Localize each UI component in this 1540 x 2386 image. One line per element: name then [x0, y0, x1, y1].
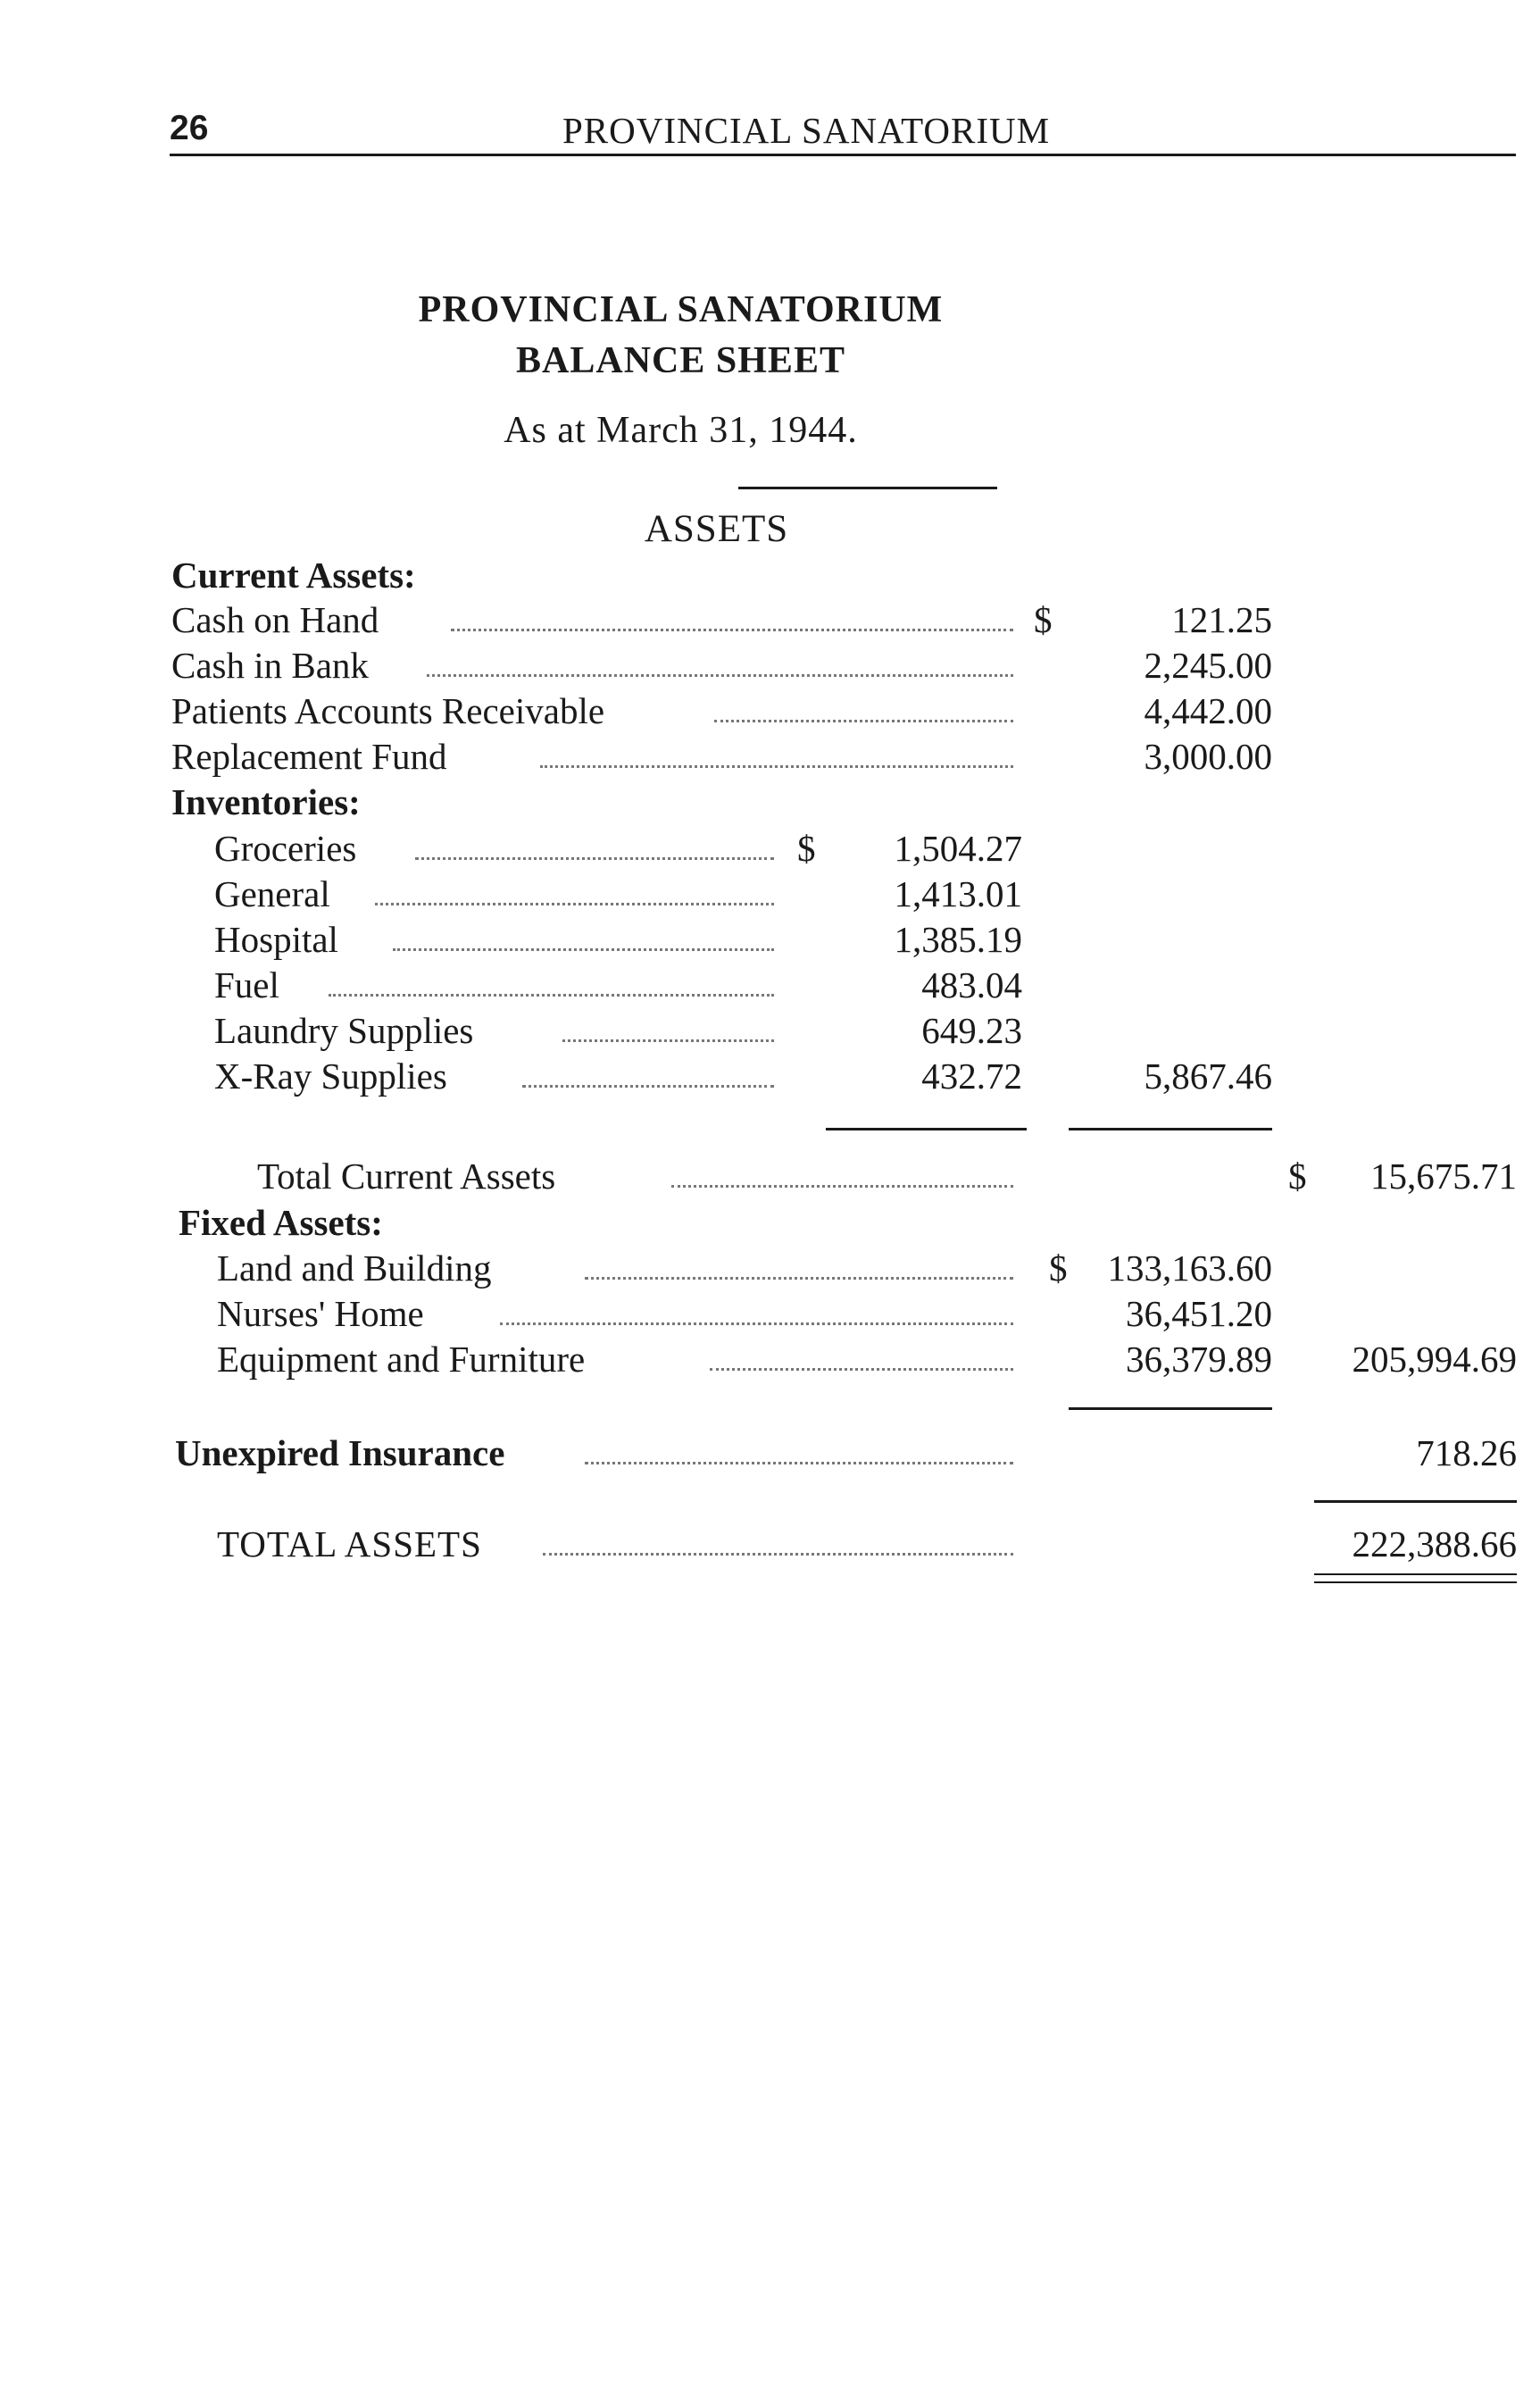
dot-leader: [427, 674, 1013, 677]
fixed-asset-amount: 36,451.20: [1126, 1293, 1272, 1334]
running-title: PROVINCIAL SANATORIUM: [562, 110, 1051, 151]
dot-leader: [329, 994, 774, 997]
inventory-label: Fuel: [214, 964, 279, 1005]
dot-leader: [415, 857, 774, 860]
line-item-row: [0, 689, 1540, 736]
fixed-assets-heading-row: [0, 1201, 1540, 1247]
dot-leader: [375, 903, 774, 905]
total-assets-label: TOTAL ASSETS: [217, 1523, 482, 1564]
currency-symbol: $: [1049, 1247, 1068, 1289]
dot-leader: [585, 1462, 1013, 1464]
dot-leader: [585, 1277, 1013, 1280]
line-item-amount: 4,442.00: [1144, 690, 1272, 731]
inventory-label: Laundry Supplies: [214, 1010, 474, 1051]
fixed-asset-label: Land and Building: [217, 1247, 492, 1289]
inventory-label: Groceries: [214, 828, 357, 869]
inventories-heading: Inventories:: [171, 781, 361, 822]
unexpired-insurance-row: [0, 1431, 1540, 1478]
document-date: As at March 31, 1944.: [504, 410, 858, 451]
line-item-row: [0, 735, 1540, 781]
line-item-label: Cash in Bank: [171, 645, 369, 686]
dot-leader: [500, 1322, 1013, 1325]
currency-symbol: $: [1288, 1155, 1307, 1197]
unexpired-insurance-amount: 718.26: [1416, 1432, 1517, 1473]
line-item-row: [0, 644, 1540, 690]
section-heading-assets: ASSETS: [644, 508, 789, 550]
fixed-asset-row: [0, 1247, 1540, 1293]
line-item-label: Patients Accounts Receivable: [171, 690, 605, 731]
fixed-assets-total: 205,994.69: [1352, 1339, 1517, 1380]
line-item-row: [0, 598, 1540, 645]
dot-leader: [710, 1368, 1013, 1371]
total-assets-amount: 222,388.66: [1352, 1523, 1517, 1564]
total-current-assets-row: [0, 1155, 1540, 1201]
double-underline-top: [1314, 1573, 1517, 1575]
inventory-row: [0, 1009, 1540, 1055]
fixed-asset-label: Equipment and Furniture: [217, 1339, 586, 1380]
inventory-amount: 1,413.01: [894, 873, 1022, 914]
inventories-heading-row: [0, 780, 1540, 827]
fixed-asset-row: [0, 1292, 1540, 1339]
line-item-label: Cash on Hand: [171, 599, 379, 640]
fixed-asset-amount: 36,379.89: [1126, 1339, 1272, 1380]
inventory-amount: 1,385.19: [894, 919, 1022, 960]
double-underline-bottom: [1314, 1581, 1517, 1583]
currency-symbol: $: [797, 828, 816, 869]
inventory-row: [0, 872, 1540, 919]
line-item-amount: 2,245.00: [1144, 645, 1272, 686]
header-rule: [170, 154, 1516, 156]
dot-leader: [522, 1085, 774, 1088]
inventory-row: [0, 827, 1540, 873]
inventory-label: General: [214, 873, 330, 914]
fixed-asset-row: [0, 1338, 1540, 1384]
dot-leader: [451, 629, 1013, 631]
inventory-label: Hospital: [214, 919, 338, 960]
fixed-assets-subtotal-rule: [1069, 1407, 1272, 1410]
title-divider: [738, 487, 997, 489]
inventory-amount: 649.23: [921, 1010, 1022, 1051]
total-assets-row: [0, 1523, 1540, 1569]
dot-leader: [393, 948, 774, 951]
fixed-assets-heading: Fixed Assets:: [179, 1202, 383, 1243]
current-assets-subtotal-rule: [1069, 1128, 1272, 1130]
fixed-asset-label: Nurses' Home: [217, 1293, 424, 1334]
dot-leader: [540, 765, 1013, 768]
inventory-amount: 1,504.27: [894, 828, 1022, 869]
current-assets-heading: Current Assets:: [171, 555, 416, 596]
line-item-label: Replacement Fund: [171, 736, 447, 777]
inventories-subtotal-rule: [826, 1128, 1027, 1130]
inventory-row: [0, 1055, 1540, 1101]
dot-leader: [714, 720, 1013, 722]
inventory-label: X-Ray Supplies: [214, 1055, 447, 1097]
unexpired-insurance-label: Unexpired Insurance: [175, 1432, 505, 1473]
inventory-row: [0, 918, 1540, 964]
document-title: PROVINCIAL SANATORIUM: [418, 289, 944, 330]
inventory-amount: 483.04: [921, 964, 1022, 1005]
page-number: 26: [170, 109, 209, 147]
currency-symbol: $: [1034, 599, 1053, 640]
dot-leader: [671, 1185, 1013, 1188]
line-item-amount: 121.25: [1171, 599, 1272, 640]
current-assets-heading-row: [0, 554, 1540, 600]
line-item-amount: 3,000.00: [1144, 736, 1272, 777]
inventory-row: [0, 964, 1540, 1010]
total-current-assets-label: Total Current Assets: [257, 1155, 556, 1197]
inventories-subtotal: 5,867.46: [1144, 1055, 1272, 1097]
total-current-assets-amount: 15,675.71: [1370, 1155, 1517, 1197]
inventory-amount: 432.72: [921, 1055, 1022, 1097]
fixed-asset-amount: 133,163.60: [1107, 1247, 1272, 1289]
grand-total-rule: [1314, 1500, 1517, 1503]
document-subtitle: BALANCE SHEET: [516, 340, 845, 381]
dot-leader: [543, 1553, 1013, 1556]
dot-leader: [562, 1039, 774, 1042]
